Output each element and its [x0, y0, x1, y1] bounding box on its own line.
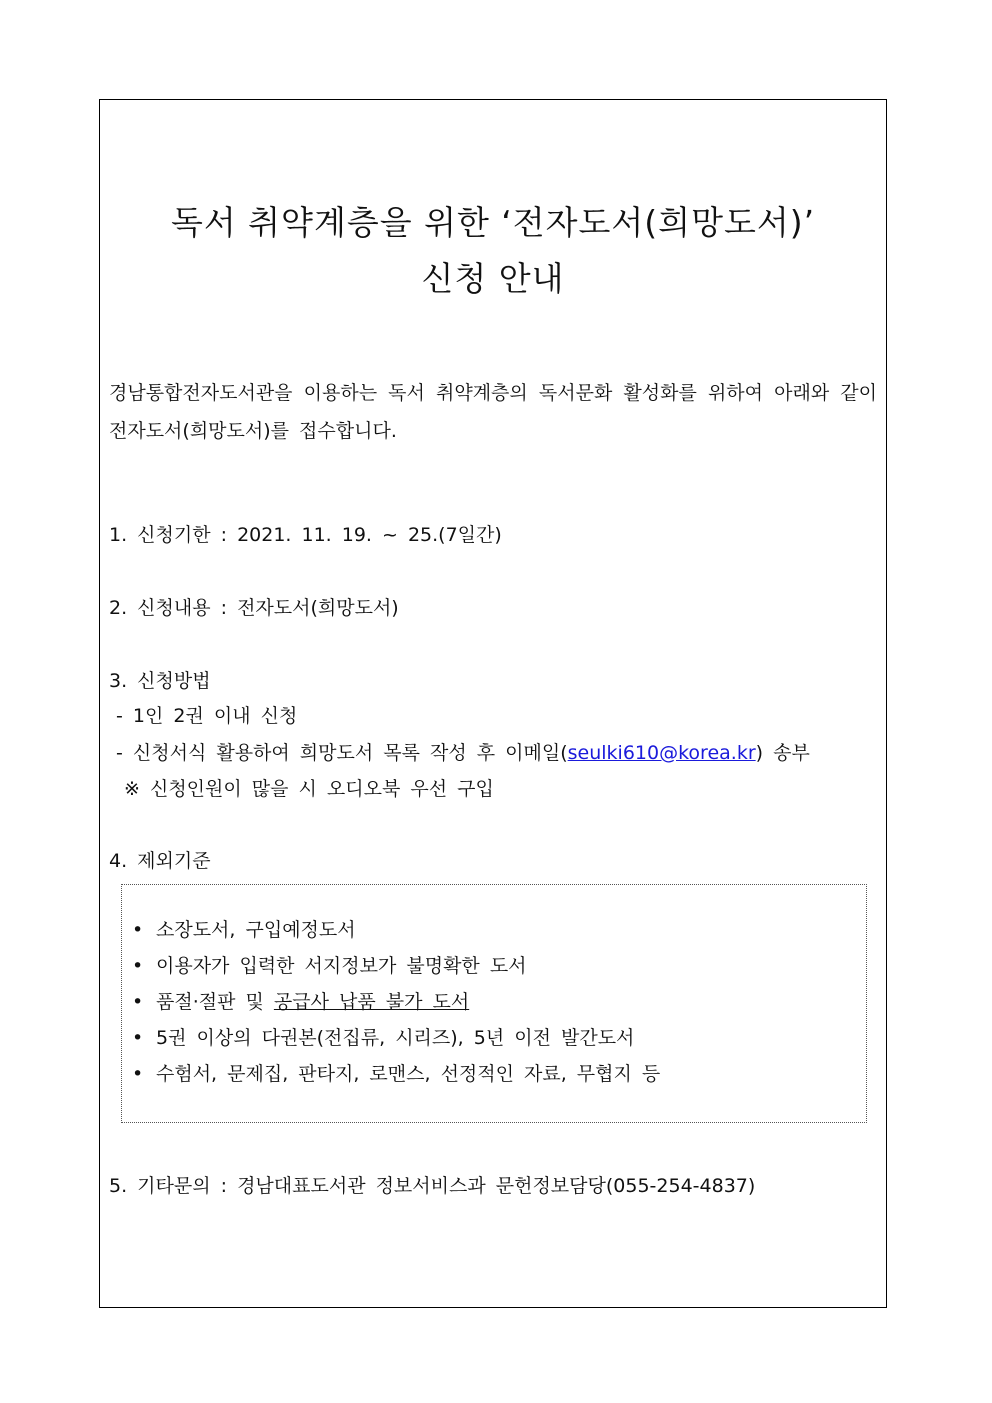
section-application-method-heading: 3. 신청방법 — [109, 670, 211, 692]
title-line-2: 신청 안내 — [421, 259, 565, 298]
list-item — [132, 1024, 660, 1060]
exclusion-criteria-box — [121, 884, 867, 1123]
method-note: ※ 신청인원이 많을 시 오디오북 우선 구입 — [124, 778, 494, 800]
bullet-icon: • — [132, 1063, 144, 1085]
list-item — [132, 916, 660, 952]
section-exclusion-heading: 4. 제외기준 — [109, 850, 211, 872]
exclusion-list — [132, 916, 660, 1096]
bullet-icon: • — [132, 955, 144, 977]
bullet-icon: • — [132, 1027, 144, 1049]
bullet-icon: • — [132, 919, 144, 941]
method-item-email — [116, 738, 810, 765]
bullet-icon: • — [132, 991, 144, 1013]
exclusion-item-text: 5권 이상의 다권본(전집류, 시리즈), 5년 이전 발간도서 — [156, 1027, 635, 1049]
list-item — [132, 1060, 660, 1096]
title-line-1: 독서 취약계층을 위한 ‘전자도서(희망도서)’ — [170, 203, 816, 242]
method-item-email-prefix: - 신청서식 활용하여 희망도서 목록 작성 후 이메일( — [116, 742, 568, 764]
section-application-content: 2. 신청내용 : 전자도서(희망도서) — [109, 597, 399, 619]
list-item — [132, 952, 660, 988]
intro-paragraph: 경남통합전자도서관을 이용하는 독서 취약계층의 독서문화 활성화를 위하여 아래와 같이 전자도서(희망도서)를 접수합니다. — [109, 382, 877, 442]
exclusion-item-text: 이용자가 입력한 서지정보가 불명확한 도서 — [156, 955, 527, 977]
method-item-email-suffix: ) 송부 — [755, 742, 810, 764]
method-item-limit: - 1인 2권 이내 신청 — [116, 705, 298, 727]
exclusion-item-underlined: 공급사 납품 불가 도서 — [273, 991, 470, 1013]
section-contact: 5. 기타문의 : 경남대표도서관 정보서비스과 문헌정보담당(055-254-4837) — [109, 1175, 756, 1197]
exclusion-item-text: 품절·절판 및 — [156, 991, 274, 1013]
email-link[interactable]: seulki610@korea.kr — [567, 742, 756, 764]
section-application-period: 1. 신청기한 : 2021. 11. 19. ~ 25.(7일간) — [109, 524, 502, 546]
document-frame — [99, 99, 887, 1308]
list-item — [132, 988, 660, 1024]
exclusion-item-text: 소장도서, 구입예정도서 — [156, 919, 356, 941]
exclusion-item-text: 수험서, 문제집, 판타지, 로맨스, 선정적인 자료, 무협지 등 — [156, 1063, 661, 1085]
